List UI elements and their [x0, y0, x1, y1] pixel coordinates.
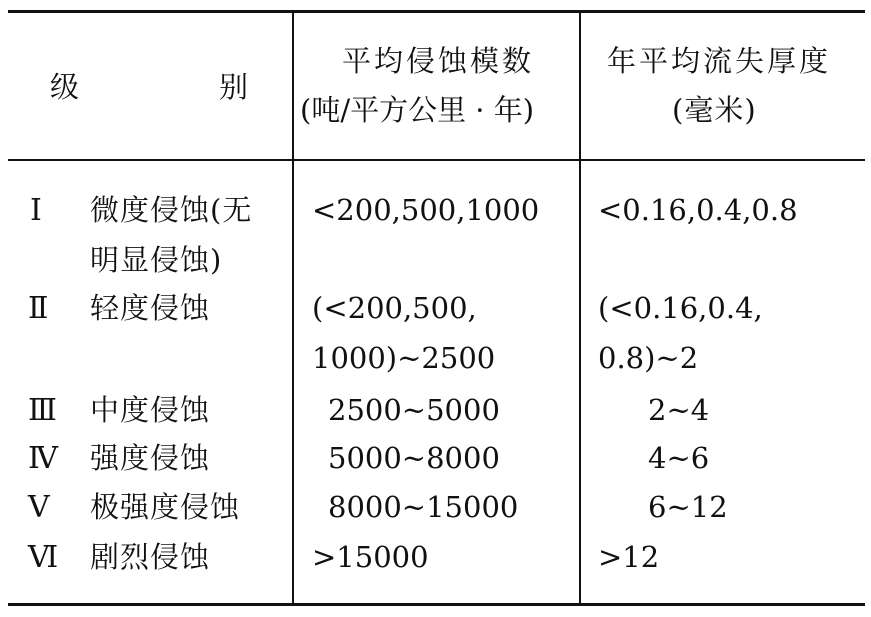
- row-3-grade: Ⅲ: [28, 393, 58, 428]
- header-bottom-rule: [8, 159, 865, 161]
- header-modulus-title: 平均侵蚀模数: [342, 44, 535, 78]
- header-level-char-1: 级: [50, 70, 83, 104]
- row-4-name: 强度侵蚀: [90, 441, 211, 475]
- header-thickness-title: 年平均流失厚度: [607, 44, 832, 78]
- row-3-thickness: 2~4: [648, 393, 710, 427]
- row-6-thickness: >12: [598, 540, 660, 574]
- row-1-name-line-1: 微度侵蚀(无: [90, 193, 253, 227]
- table-top-rule: [8, 10, 865, 13]
- column-divider-2: [579, 12, 581, 604]
- row-5-thickness: 6~12: [648, 490, 728, 524]
- row-3-modulus: 2500~5000: [328, 393, 500, 427]
- row-1-name-line-2: 明显侵蚀): [90, 243, 223, 277]
- row-2-thickness-line-1: (<0.16,0.4,: [598, 291, 763, 325]
- row-1-thickness: <0.16,0.4,0.8: [598, 193, 798, 227]
- row-6-name: 剧烈侵蚀: [90, 540, 211, 574]
- row-2-modulus-line-1: (<200,500,: [312, 291, 477, 325]
- header-level-char-2: 别: [219, 70, 252, 104]
- table-bottom-rule: [8, 603, 865, 606]
- row-5-grade: Ⅴ: [28, 490, 51, 525]
- row-1-modulus: <200,500,1000: [312, 193, 540, 227]
- row-2-name: 轻度侵蚀: [90, 291, 211, 325]
- row-1-grade: Ⅰ: [30, 193, 43, 228]
- header-thickness-unit: (毫米): [672, 93, 757, 127]
- row-4-thickness: 4~6: [648, 441, 710, 475]
- row-2-grade: Ⅱ: [28, 291, 50, 326]
- row-4-modulus: 5000~8000: [328, 441, 500, 475]
- row-3-name: 中度侵蚀: [90, 393, 211, 427]
- column-divider-1: [292, 12, 294, 604]
- row-2-modulus-line-2: 1000)~2500: [312, 341, 496, 375]
- row-6-modulus: >15000: [312, 540, 429, 574]
- row-5-name: 极强度侵蚀: [90, 490, 241, 524]
- row-2-thickness-line-2: 0.8)~2: [598, 341, 699, 375]
- header-modulus-unit: (吨/平方公里 · 年): [300, 93, 535, 127]
- row-6-grade: Ⅵ: [28, 540, 60, 575]
- row-5-modulus: 8000~15000: [328, 490, 519, 524]
- row-4-grade: Ⅳ: [28, 441, 59, 476]
